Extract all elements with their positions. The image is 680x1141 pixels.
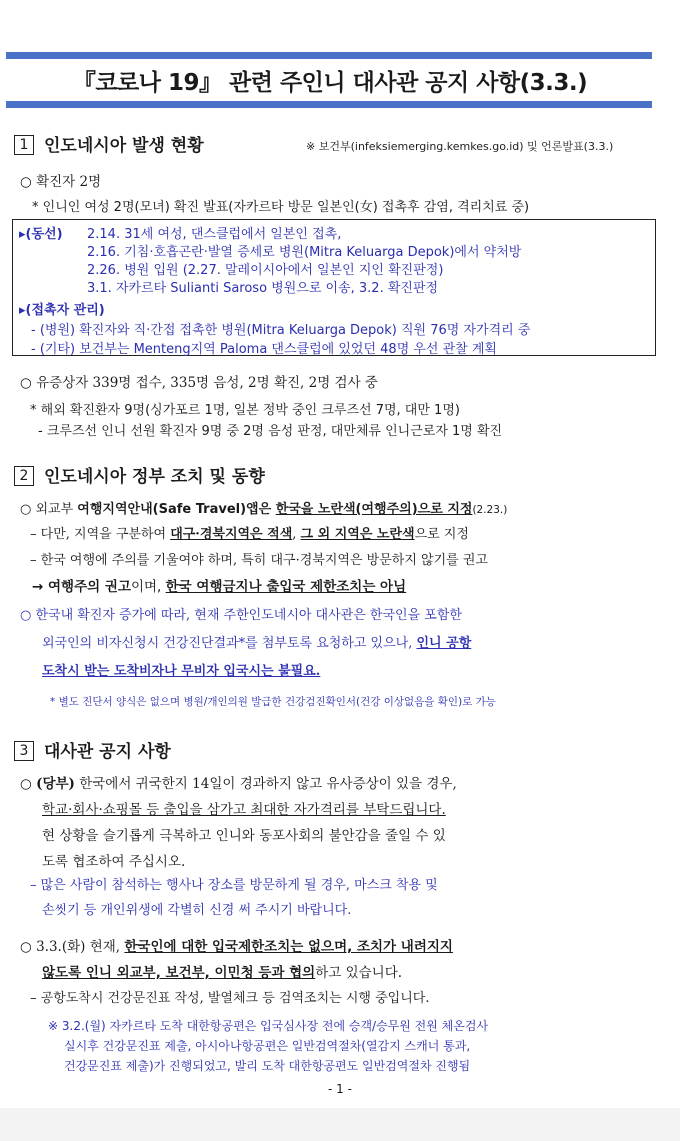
hygiene-line-1: – 많은 사람이 참석하는 행사나 장소를 방문하게 될 경우, 마스크 착용 및 [30, 878, 438, 893]
caution-line: – 한국 여행에 주의를 기울여야 하며, 특히 대구·경북지역은 방문하지 않기를 권고 [30, 553, 488, 568]
section-number: 3 [14, 741, 34, 761]
title-bottom-bar [6, 101, 652, 108]
confirmed-note: * 인니인 여성 2명(모녀) 확진 발표(자카르타 방문 일본인(女) 접촉후 감염, 격리치료 중) [32, 200, 530, 215]
contact-label: ▸(접촉자 관리) [19, 303, 105, 318]
advisory-line: → 여행주의 권고이며, 한국 여행금지나 출입국 제한조치는 아님 [32, 579, 407, 595]
section-2-heading [14, 462, 265, 487]
request-line-1: ○ (당부) 한국에서 귀국한지 14일이 경과하지 않고 유사증상이 있을 경우, [20, 776, 457, 792]
page-number: - 1 - [328, 1082, 352, 1096]
flight-note-line-3: 건강문진표 제출)가 진행되었고, 발리 도착 대한항공편도 일반검역절차 진행됨 [64, 1059, 471, 1073]
route-item: 2.16. 기침·호흡곤란·발열 증세로 병원(Mitra Keluarga Depok)에서 약처방 [87, 245, 522, 260]
page-title: 『코로나 19』 관련 주인니 대사관 공지 사항(3.3.) [72, 70, 588, 96]
section-number: 2 [14, 466, 34, 486]
visa-note: * 별도 진단서 양식은 없으며 병원/개인의원 발급한 건강검진확인서(건강 이상없음을 확인)로 가능 [50, 696, 496, 708]
travel-app-line: ○ 외교부 여행지역안내(Safe Travel)앱은 한국을 노란색(여행주의)으로 지정(2.23.) [20, 502, 508, 517]
region-line: – 다만, 지역을 구분하여 대구·경북지역은 적색, 그 외 지역은 노란색으로 지정 [30, 527, 469, 542]
source-note: ※ 보건부(infeksiemerging.kemkes.go.id) 및 언론발표(3.3.) [306, 140, 614, 153]
section-number: 1 [14, 135, 34, 155]
bottom-margin [0, 1108, 680, 1141]
hygiene-line-2: 손씻기 등 개인위생에 각별히 신경 써 주시기 바랍니다. [42, 903, 352, 918]
contact-item: - (기타) 보건부는 Menteng지역 Paloma 댄스클럽에 있었던 48명 우선 관찰 계획 [31, 342, 497, 357]
flight-note-line-2: 실시후 건강문진표 제출, 아시아나항공편은 일반검역절차(열감지 스캐너 통과, [64, 1039, 471, 1053]
section-1-heading [14, 131, 204, 156]
visa-line-2: 외국인의 비자신청시 건강진단결과*를 첨부토록 요청하고 있으나, 인니 공항 [42, 636, 472, 651]
entry-line-2: 않도록 인니 외교부, 보건부, 이민청 등과 협의하고 있습니다. [42, 965, 403, 981]
section-title: 인도네시아 발생 현황 [44, 136, 204, 156]
section-title: 대사관 공지 사항 [44, 742, 171, 762]
confirmed-count: ○ 확진자 2명 [20, 174, 102, 190]
route-contact-box [12, 219, 656, 356]
contact-item: - (병원) 확진자와 직·간접 접촉한 병원(Mitra Keluarga Depok) 직원 76명 자가격리 중 [31, 323, 531, 338]
section-title: 인도네시아 정부 조치 및 동향 [44, 467, 265, 487]
request-line-3: 현 상황을 슬기롭게 극복하고 인니와 동포사회의 불안감을 줄일 수 있 [42, 828, 446, 844]
overseas-note: * 해외 확진환자 9명(싱가포르 1명, 일본 정박 중인 크루즈선 7명, 대만 1명) [30, 403, 460, 418]
route-item: 3.1. 자카르타 Sulianti Saroso 병원으로 이송, 3.2. 확진판정 [87, 281, 439, 296]
suspected-count: ○ 유증상자 339명 접수, 335명 음성, 2명 확진, 2명 검사 중 [20, 375, 378, 391]
entry-line-1: ○ 3.3.(화) 현재, 한국인에 대한 입국제한조치는 없으며, 조치가 내려지지 [20, 939, 453, 955]
section-3-heading [14, 737, 171, 762]
route-item: 2.26. 병원 입원 (2.27. 말레이시아에서 일본인 지인 확진판정) [87, 263, 444, 278]
route-label: ▸(동선) [19, 227, 63, 242]
flight-note-line-1: ※ 3.2.(월) 자카르타 도착 대한항공편은 입국심사장 전에 승객/승무원 전원 체온검사 [48, 1019, 489, 1033]
title-top-bar [6, 52, 652, 59]
request-line-4: 도록 협조하여 주십시오. [42, 854, 186, 870]
visa-line-1: ○ 한국내 확진자 증가에 따라, 현재 주한인도네시아 대사관은 한국인을 포함한 [20, 608, 462, 623]
quarantine-line: – 공항도착시 건강문진표 작성, 발열체크 등 검역조치는 시행 중입니다. [30, 991, 430, 1006]
request-line-2: 학교·회사·쇼핑몰 등 출입을 삼가고 최대한 자가격리를 부탁드립니다. [42, 802, 446, 818]
cruise-note: - 크루즈선 인니 선원 확진자 9명 중 2명 음성 판정, 대만체류 인니근로자 1명 확진 [38, 424, 503, 439]
route-item: 2.14. 31세 여성, 댄스클럽에서 일본인 접촉, [87, 227, 342, 242]
visa-line-3: 도착시 받는 도착비자나 무비자 입국시는 불필요. [42, 664, 321, 679]
